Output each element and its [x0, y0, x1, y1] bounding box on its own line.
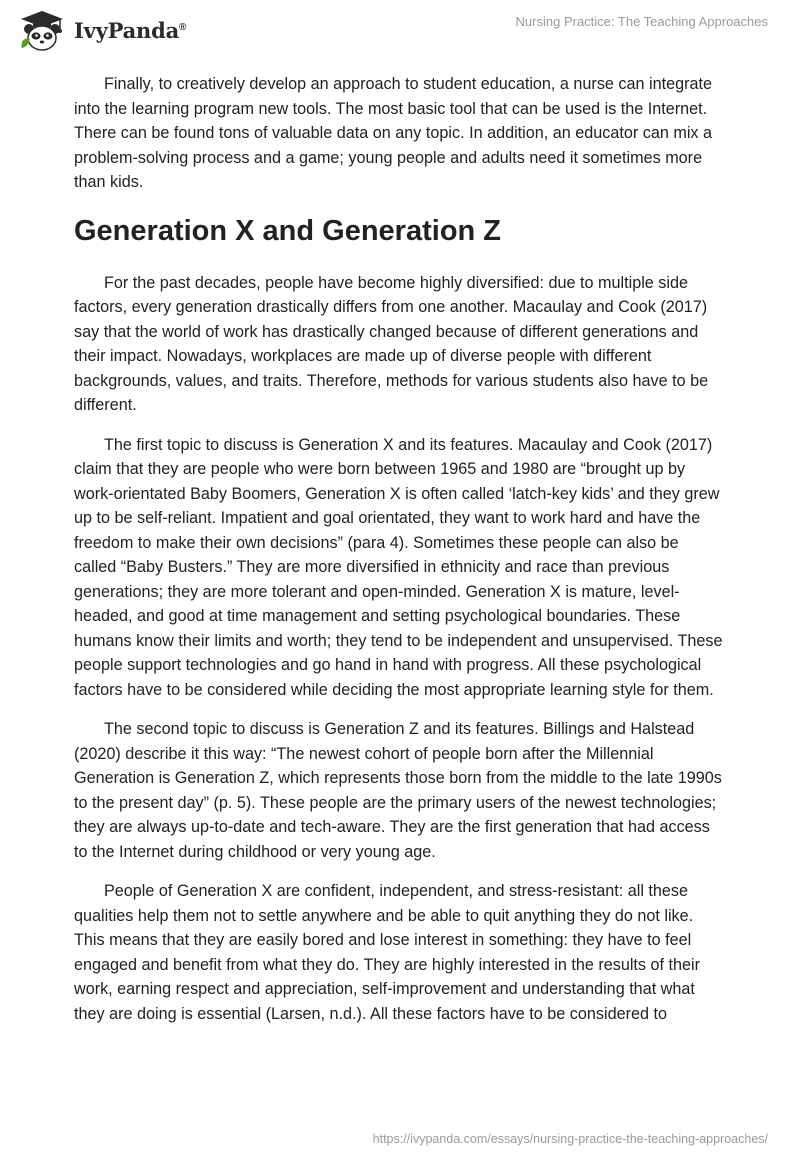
brand-name: IvyPanda® [74, 17, 187, 43]
paragraph: For the past decades, people have become highly diversified: due to multiple side factors, every generation drastically differs from one another. Macaulay and Cook (2017) say that the world of work has drastically changed because of different generations and their impact. Nowadays, workplaces are made up of diverse people with different backgrounds, values, and traits. Therefore, methods for various students also have to be different. [74, 273, 709, 414]
intro-paragraph: Finally, to creatively develop an approach to student education, a nurse can integrate into the learning program new tools. The most basic tool that can be used is the Internet. There can be found tons of valuable data on any topic. In addition, an educator can mix a problem-solving process and a game; young people and adults need it sometimes more than kids. [74, 75, 713, 191]
paragraph: The second topic to discuss is Generation Z and its features. Billings and Halstead (2020) describe it this way: “The newest cohort of people born after the Millennial Generation is Generation Z, which represents those born from the middle to the late 1990s to the present day” (p. 5). These people are the primary users of the newest technologies; they are always up-to-date and tech-aware. They are the first generation that had access to the Internet during childhood or very young age. [74, 720, 722, 861]
essay-content [74, 72, 724, 1041]
paragraph: The first topic to discuss is Generation X and its features. Macaulay and Cook (2017) claim that they are people who were born between 1965 and 1980 are “brought up by work-orientated Baby Boomers, Generation X is often called ‘latch-key kids’ and they grew up to be self-reliant. Impatient and goal orientated, they want to work hard and have the freedom to make their own decisions” (para 4). Sometimes these people can also be called “Baby Busters.” They are more diversified in ethnicity and race than previous generations; they are more tolerant and open-minded. Generation X is mature, level-headed, and good at time management and setting psychological boundaries. These humans know their limits and worth; they tend to be independent and unsupervised. These people support technologies and go hand in hand with progress. All these psychological factors have to be considered while deciding the most appropriate learning style for them. [74, 435, 723, 699]
paragraph: People of Generation X are confident, independent, and stress-resistant: all these qualities help them not to settle anywhere and be able to quit anything they do not like. This means that they are easily bored and lose interest in something: they have to feel engaged and benefit from what they do. They are highly interested in the results of their work, earning respect and appreciation, self-improvement and understanding that what they are doing is essential (Larsen, n.d.). All these factors have to be considered to [74, 882, 701, 1023]
page-header [0, 0, 800, 70]
source-url[interactable]: https://ivypanda.com/essays/nursing-practice-the-teaching-approaches/ [372, 1132, 768, 1146]
document-title: Nursing Practice: The Teaching Approaches [515, 14, 768, 29]
ivypanda-logo[interactable] [16, 8, 186, 52]
section-heading: Generation X and Generation Z [74, 214, 502, 247]
panda-graduate-icon [16, 8, 68, 52]
registered-mark: ® [179, 21, 187, 33]
